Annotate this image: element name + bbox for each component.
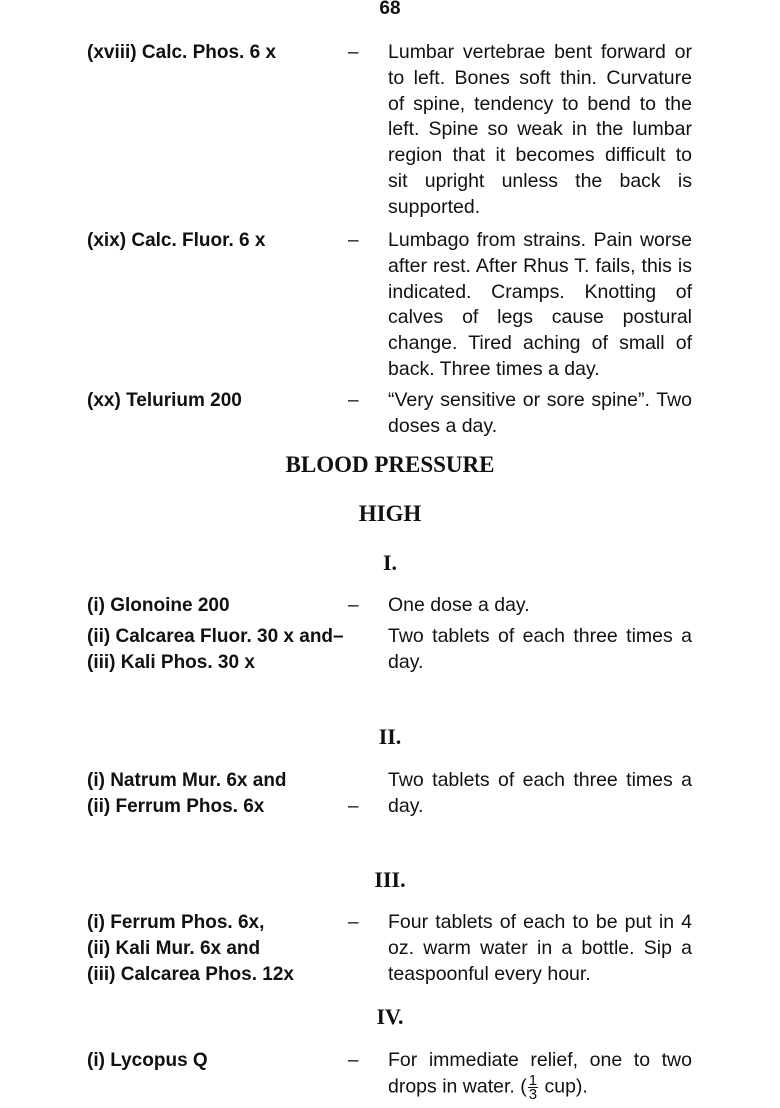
remedy-name: (ii) Kali Mur. 6x and — [87, 938, 261, 959]
group-numeral-ii: II. — [378, 724, 402, 749]
remedy-description: Four tablets of each to be put in 4 oz. warm water in a bottle. Sip a teaspoonful every hour. — [388, 911, 692, 985]
description-text-before: For immediate relief, one to two drops in water. ( — [388, 1049, 692, 1098]
remedy-description: Two tablets of each three times a day. — [388, 769, 692, 817]
fraction-denominator: 3 — [528, 1085, 538, 1103]
remedy-name: (xix) Calc. Fluor. 6 x — [87, 230, 266, 251]
remedy-description: Lumbago from strains. Pain worse after rest. After Rhus T. fails, this is indicated. Cramps. Knotting of calves of legs cause postural change. Tired aching of small of back. Three times a day. — [388, 229, 692, 380]
page-number: 68 — [379, 0, 401, 19]
separator-dash: – — [348, 390, 359, 411]
remedy-description: One dose a day. — [388, 594, 530, 616]
remedy-description: Two tablets of each three times a day. — [388, 625, 692, 673]
remedy-description — [388, 1048, 692, 1101]
separator-dash: – — [348, 42, 359, 63]
description-text-after: cup). — [539, 1075, 588, 1098]
remedy-name: (iii) Calcarea Phos. 12x — [87, 964, 294, 985]
separator-dash: – — [348, 595, 359, 616]
remedy-name: (i) Glonoine 200 — [87, 595, 230, 616]
remedy-name: (ii) Ferrum Phos. 6x — [87, 796, 265, 817]
remedy-name: (i) Natrum Mur. 6x and — [87, 770, 287, 791]
section-subheading-high: HIGH — [358, 501, 422, 526]
remedy-name: (iii) Kali Phos. 30 x — [87, 652, 255, 673]
section-heading-blood-pressure: BLOOD PRESSURE — [285, 452, 495, 477]
remedy-name: (xx) Telurium 200 — [87, 390, 242, 411]
remedy-name: (ii) Calcarea Fluor. 30 x and– — [87, 626, 344, 647]
separator-dash: – — [348, 230, 359, 251]
remedy-name: (i) Lycopus Q — [87, 1050, 208, 1071]
group-numeral-i: I. — [382, 550, 398, 575]
fraction-numerator: 1 — [528, 1071, 538, 1089]
group-numeral-iv: IV. — [376, 1004, 404, 1029]
separator-dash: – — [348, 796, 359, 817]
separator-dash: – — [348, 912, 359, 933]
remedy-description: Lumbar vertebrae bent forward or to left. Bones soft thin. Curvature of spine, tendency to bend to the left. Spine so weak in the lumbar region that it becomes difficult to sit upright unless the back is supported. — [388, 41, 692, 218]
group-numeral-iii: III. — [374, 867, 406, 892]
remedy-name: (xviii) Calc. Phos. 6 x — [87, 42, 277, 63]
fraction — [528, 1071, 538, 1103]
separator-dash: – — [348, 1050, 359, 1071]
remedy-name: (i) Ferrum Phos. 6x, — [87, 912, 265, 933]
remedy-description: “Very sensitive or sore spine”. Two doses a day. — [388, 389, 692, 437]
